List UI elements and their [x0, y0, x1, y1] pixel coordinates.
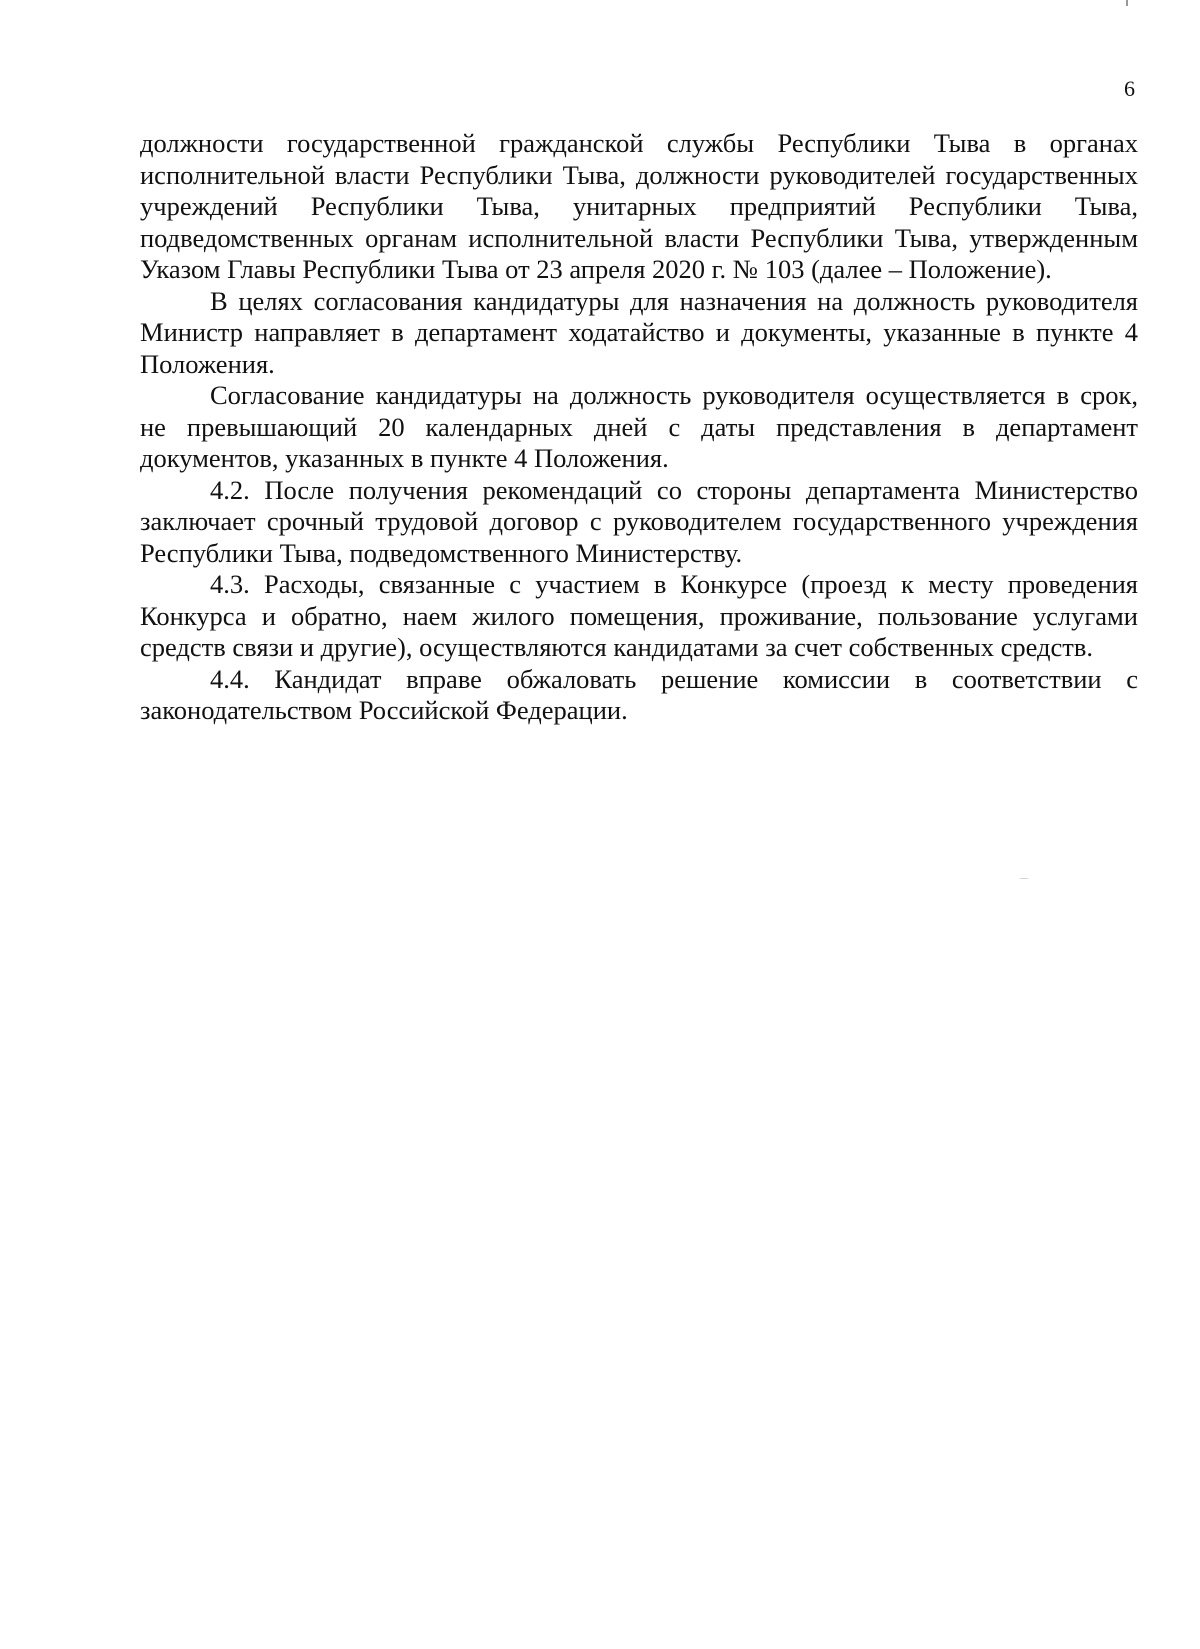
paragraph-clause-4-3: 4.3. Расходы, связанные с участием в Конкурсе (проезд к месту проведения Конкурса и обратно, наем жилого помещения, проживание, пользование услугами средств связи и другие), осуществляются кандидатами за счет собственных средств. [140, 569, 1138, 662]
scan-artifact-mark [1126, 0, 1128, 6]
paragraph-approval-term: Согласование кандидатуры на должность руководителя осуществляется в срок, не превышающий 20 календарных дней с даты представления в департамент документов, указанных в пункте 4 Положения. [140, 380, 1138, 473]
paragraph-clause-4-2: 4.2. После получения рекомендаций со стороны департамента Министерство заключает срочный трудовой договор с руководителем государственного учреждения Республики Тыва, подведомственного Министерству. [140, 474, 1138, 568]
paragraph-continuation: должности государственной гражданской службы Республики Тыва в органах исполнительной власти Республики Тыва, должности руководителей государственных учреждений Республики Тыва, унитарных предприятий Республики Тыва, подведомственных органам исполнительной власти Республики Тыва, утвержденным Указом Главы Республики Тыва от 23 апреля 2020 г. № 103 (далее – Положение). [140, 128, 1138, 284]
scan-artifact-dot [1020, 878, 1028, 879]
paragraph-candidate-approval: В целях согласования кандидатуры для назначения на должность руководителя Министр направляет в департамент ходатайство и документы, указанные в пункте 4 Положения. [140, 285, 1138, 379]
page-number: 6 [1124, 76, 1135, 101]
document-body [140, 128, 1138, 727]
paragraph-clause-4-4: 4.4. Кандидат вправе обжаловать решение комиссии в соответствии с законодательством Российской Федерации. [140, 663, 1138, 725]
